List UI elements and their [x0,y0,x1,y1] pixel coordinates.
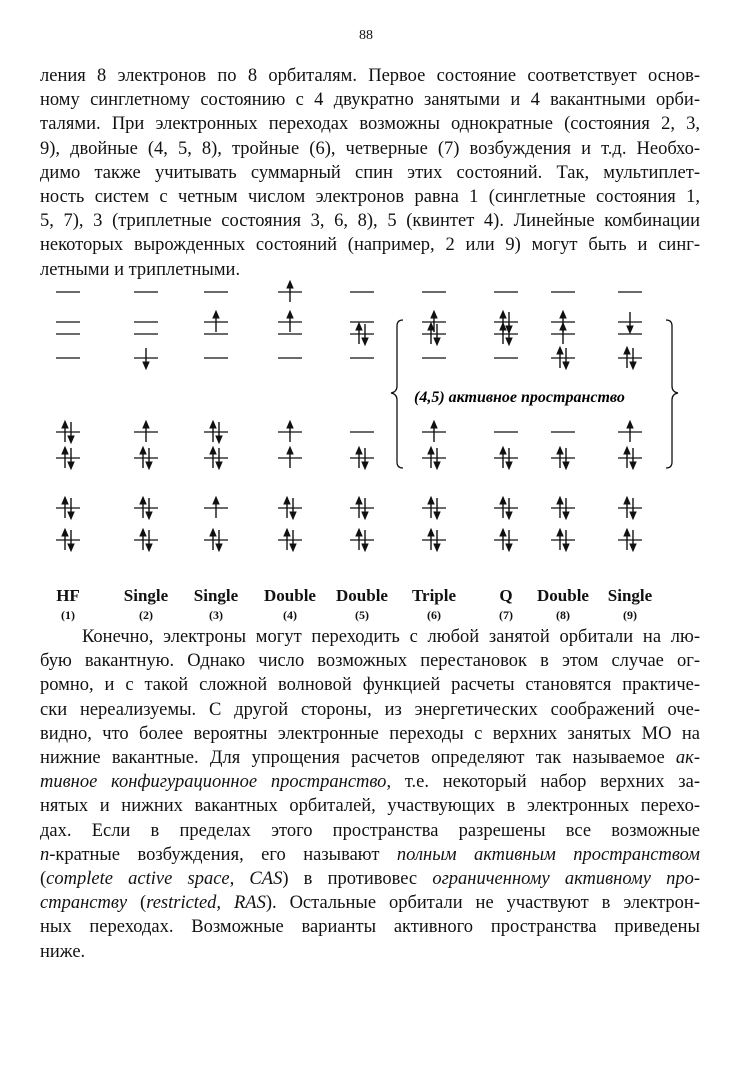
text-line: летными и триплетными. [40,259,241,280]
orbital-level [494,447,518,469]
orbital-level [551,529,575,551]
configuration-name: HF [56,586,80,605]
orbital-level [56,497,80,519]
text-line: Конечно, электроны могут переходить с любой занятой орбитали на лю- [82,627,700,647]
orbital-level [278,447,302,468]
configuration-name: Double [537,586,589,605]
orbital-level [618,447,642,469]
orbital-level [204,529,228,551]
text-line: некоторых вырожденных состояний (например, 2 или 9) могут быть и синг- [40,235,700,256]
text-line: 9), двойные (4, 5, 8), тройные (6), четверные (7) возбуждения и т.д. Необхо- [40,138,700,159]
text-line: димо также учитывать суммарный спин этих состояний. Так, мультиплет- [40,162,700,183]
orbital-level [551,497,575,519]
orbital-level [422,497,446,519]
orbital-level [551,323,575,344]
orbital-level [494,497,518,519]
configuration-number: (4) [283,608,297,622]
configuration-number: (5) [355,608,369,622]
configuration-name: Single [193,586,239,605]
configuration-number: (8) [556,608,570,622]
orbital-level [134,348,158,369]
text-line: n-кратные возбуждения, его называют полным активным пространством [40,844,700,865]
orbital-level [134,447,158,469]
text-line: талями. При электронных переходах возможны однократные (состояния 2, 3, [40,114,700,135]
text-line: ски нереализуемы. С другой стороны, из энергетических соображений оче- [40,699,700,720]
text-line: нятых и нижних вакантных орбиталей, участвующих в электронных перехо- [40,796,700,817]
text-line: ления 8 электронов по 8 орбиталям. Первое состояние соответствует основ- [40,66,700,86]
orbital-level [134,529,158,551]
orbital-level [618,421,642,442]
orbital-level [350,447,374,469]
configuration-name: Single [123,586,169,605]
page-number: 88 [359,28,373,43]
orbital-level [278,281,302,302]
orbital-level [204,311,228,332]
orbital-diagram [0,272,732,572]
configuration-name: Q [499,586,513,605]
orbital-level [551,447,575,469]
orbital-level [134,497,158,519]
text-line: ниже. [40,941,86,962]
paragraph-1 [40,64,700,282]
orbital-level [618,312,642,333]
text-line: (complete active space, CAS) в противовес ограниченному активному про- [40,869,701,890]
text-line: ных переходах. Возможные варианты активного пространства приведены [40,917,700,938]
paragraph-2 [40,625,700,964]
orbital-level [618,497,642,519]
configuration-name: Triple [411,586,457,605]
orbital-level [618,529,642,551]
configuration-name: Single [607,586,653,605]
orbital-level [278,421,302,442]
text-line: нижние вакантные. Для упрощения расчетов определяют так называемое ак- [40,748,700,769]
configuration-number: (2) [139,608,153,622]
configuration-name: Double [264,586,316,605]
orbital-level [422,447,446,469]
text-line: видно, что более вероятны электронные переходы с верхних занятых МО на [40,723,700,744]
orbital-level [204,421,228,443]
configuration-number: (1) [61,608,75,622]
text-line: бую вакантную. Однако число возможных перестановок в этом случае ог- [40,651,700,672]
orbital-level [494,529,518,551]
orbital-level [350,323,374,345]
active-space-right-brace [666,320,678,468]
configuration-name: Double [336,586,388,605]
text-line: странству (restricted, RAS). Остальные орбитали не участвуют в электрон- [40,893,700,914]
orbital-level [618,347,642,369]
text-line: ромно, и с такой сложной волновой функцией расчеты становятся практиче- [40,675,700,696]
orbital-level [422,421,446,442]
configuration-number: (3) [209,608,223,622]
text-line: дах. Если в пределах этого пространства разрешены все возможные [40,820,700,841]
orbital-level [350,497,374,519]
orbital-level [278,311,302,332]
orbital-level [134,421,158,442]
orbital-level [56,421,80,443]
orbital-level [56,529,80,551]
orbital-level [204,447,228,469]
orbital-level [350,529,374,551]
orbital-level [278,529,302,551]
text-line: тивное конфигурационное пространство, т.е. некоторый набор верхних за- [40,772,700,793]
text-line: ность систем с четным числом электронов равна 1 (синглетные состояния 1, [40,187,700,208]
orbital-level [422,529,446,551]
orbital-level [204,497,228,518]
orbital-level [551,347,575,369]
text-line: ному синглетному состоянию с 4 двукратно занятыми и 4 вакантными орби- [40,90,700,111]
active-space-label: (4,5) активное пространство [414,389,625,406]
orbital-level [278,497,302,519]
configuration-number: (7) [499,608,513,622]
active-space-left-brace [391,320,403,468]
orbital-levels [56,281,642,551]
configuration-number: (9) [623,608,637,622]
configuration-number: (6) [427,608,441,622]
orbital-level [56,447,80,469]
text-line: 5, 7), 3 (триплетные состояния 3, 6, 8), 5 (квинтет 4). Линейные комбинации [40,211,700,232]
